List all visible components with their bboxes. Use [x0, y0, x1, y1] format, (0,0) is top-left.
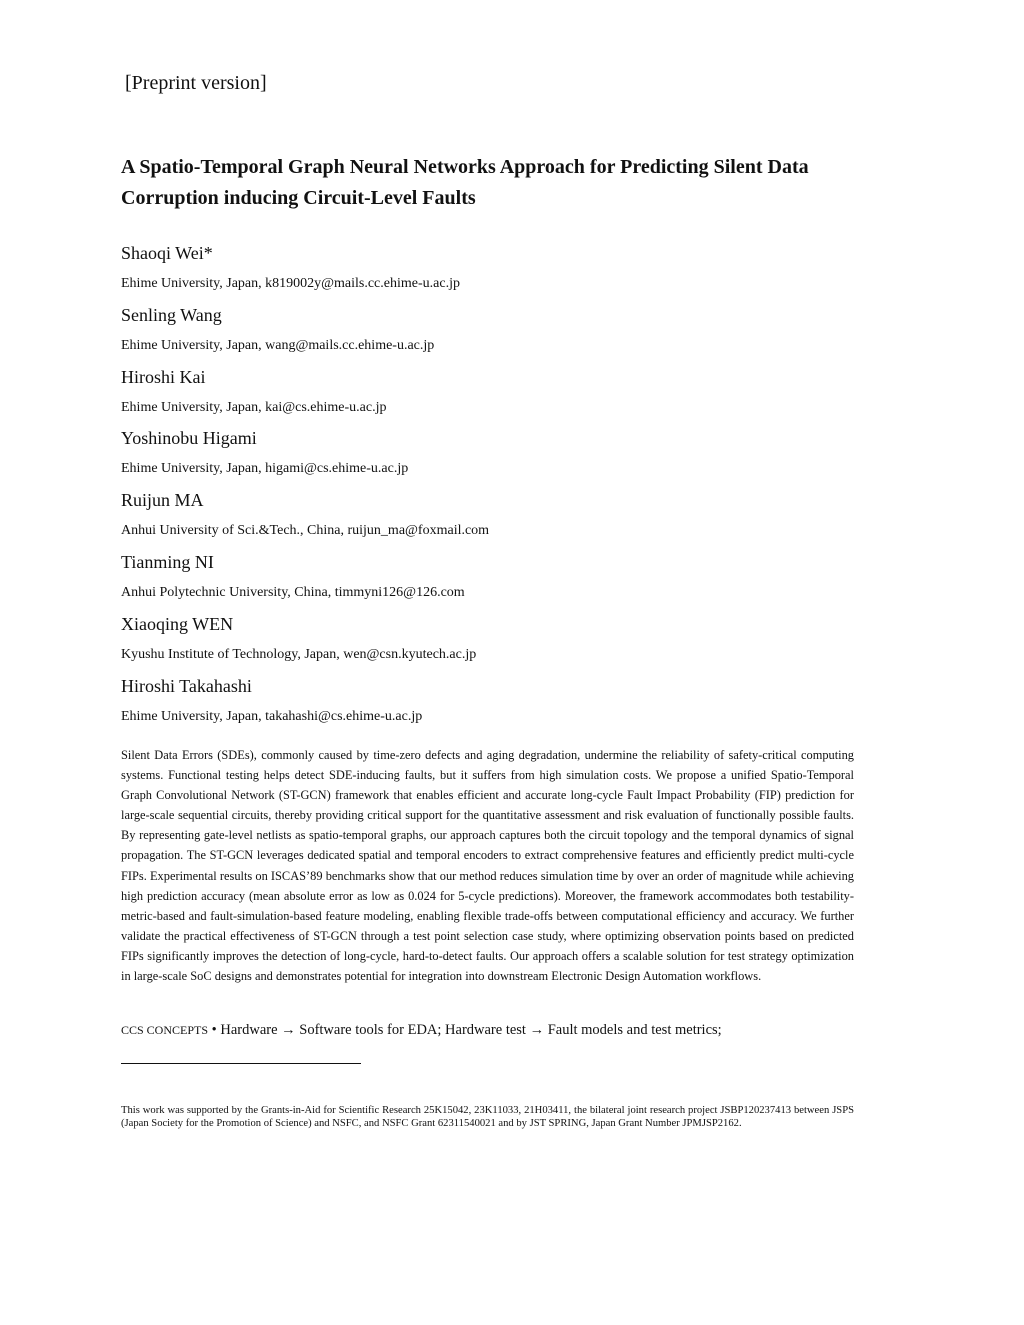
author-name: Hiroshi Takahashi: [121, 675, 252, 696]
ccs-text: • Hardware → Software tools for EDA; Hardware test → Fault models and test metrics;: [211, 1022, 722, 1038]
author-entry: [121, 240, 861, 302]
paper-title: A Spatio-Temporal Graph Neural Networks Approach for Predicting Silent Data Corruption inducing Circuit-Level Faults: [121, 156, 809, 209]
author-name: Yoshinobu Higami: [121, 428, 257, 449]
author-affiliation: Kyushu Institute of Technology, Japan, wen@csn.kyutech.ac.jp: [121, 646, 477, 662]
author-affiliation: Ehime University, Japan, wang@mails.cc.ehime-u.ac.jp: [121, 337, 435, 353]
author-affiliation: Ehime University, Japan, higami@cs.ehime-u.ac.jp: [121, 461, 409, 477]
author-entry: [121, 364, 861, 426]
author-name: Hiroshi Kai: [121, 366, 206, 387]
author-name: Tianming NI: [121, 551, 214, 572]
author-affiliation: Ehime University, Japan, kai@cs.ehime-u.ac.jp: [121, 399, 387, 415]
author-entry: [121, 611, 861, 673]
author-entry: [121, 425, 861, 487]
preprint-label: [Preprint version]: [125, 72, 267, 94]
author-name: Senling Wang: [121, 304, 222, 325]
author-name: Xiaoqing WEN: [121, 613, 234, 634]
author-entry: [121, 487, 861, 549]
funding-footnote: This work was supported by the Grants-in-Aid for Scientific Research 25K15042, 23K11033, 21H03411, the bilateral joint research project JSBP120237413 between JSPS (Japan Society for the Promotion of Science) and NSFC, and NSFC Grant 62311540021 and by JST SPRING, Japan Grant Number JPMJSP2162.: [121, 1105, 854, 1129]
author-affiliation: Ehime University, Japan, k819002y@mails.cc.ehime-u.ac.jp: [121, 276, 460, 291]
ccs-concepts: [121, 1020, 861, 1040]
abstract: Silent Data Errors (SDEs), commonly caused by time-zero defects and aging degradation, undermine the reliability of safety-critical computing systems. Functional testing helps detect SDE-inducing faults, but it suffers from high simulation costs. We propose a unified Spatio-Temporal Graph Convolutional Network (ST-GCN) framework that enables efficient and accurate long-cycle Fault Impact Probability (FIP) prediction for large-scale sequential circuits, thereby providing critical support for the quantitative assessment and risk evaluation of functionally possible faults. By representing gate-level netlists as spatio-temporal graphs, our approach captures both the circuit topology and the temporal dynamics of signal propagation. The ST-GCN leverages dedicated spatial and temporal encoders to extract comprehensive features and efficiently predict multi-cycle FIPs. Experimental results on ISCAS’89 benchmarks show that our method reduces simulation time by over an order of magnitude while achieving high prediction accuracy (mean absolute error as low as 0.024 for 5-cycle predictions). Moreover, the framework accommodates both testability-metric-based and fault-simulation-based feature modeling, enabling flexible trade-offs between computational efficiency and accuracy. We further validate the practical effectiveness of ST-GCN through a test point selection case study, where optimizing observation points based on predicted FIPs significantly improves the detection of long-cycle, hard-to-detect faults. Our approach offers a scalable solution for test strategy optimization in large-scale SoC designs and demonstrates potential for integration into downstream Electronic Design Automation workflows.: [121, 748, 854, 984]
footnote-divider: [121, 1063, 361, 1064]
author-affiliation: Ehime University, Japan, takahashi@cs.ehime-u.ac.jp: [121, 708, 423, 724]
author-name: Ruijun MA: [121, 490, 204, 511]
author-entry: [121, 549, 861, 611]
author-entry: [121, 673, 861, 735]
ccs-label: CCS CONCEPTS: [121, 1023, 209, 1037]
author-entry: [121, 302, 861, 364]
author-name: Shaoqi Wei*: [121, 243, 213, 263]
author-affiliation: Anhui University of Sci.&Tech., China, ruijun_ma@foxmail.com: [121, 523, 490, 539]
author-list: [121, 240, 861, 734]
author-affiliation: Anhui Polytechnic University, China, timmyni126@126.com: [121, 584, 465, 600]
